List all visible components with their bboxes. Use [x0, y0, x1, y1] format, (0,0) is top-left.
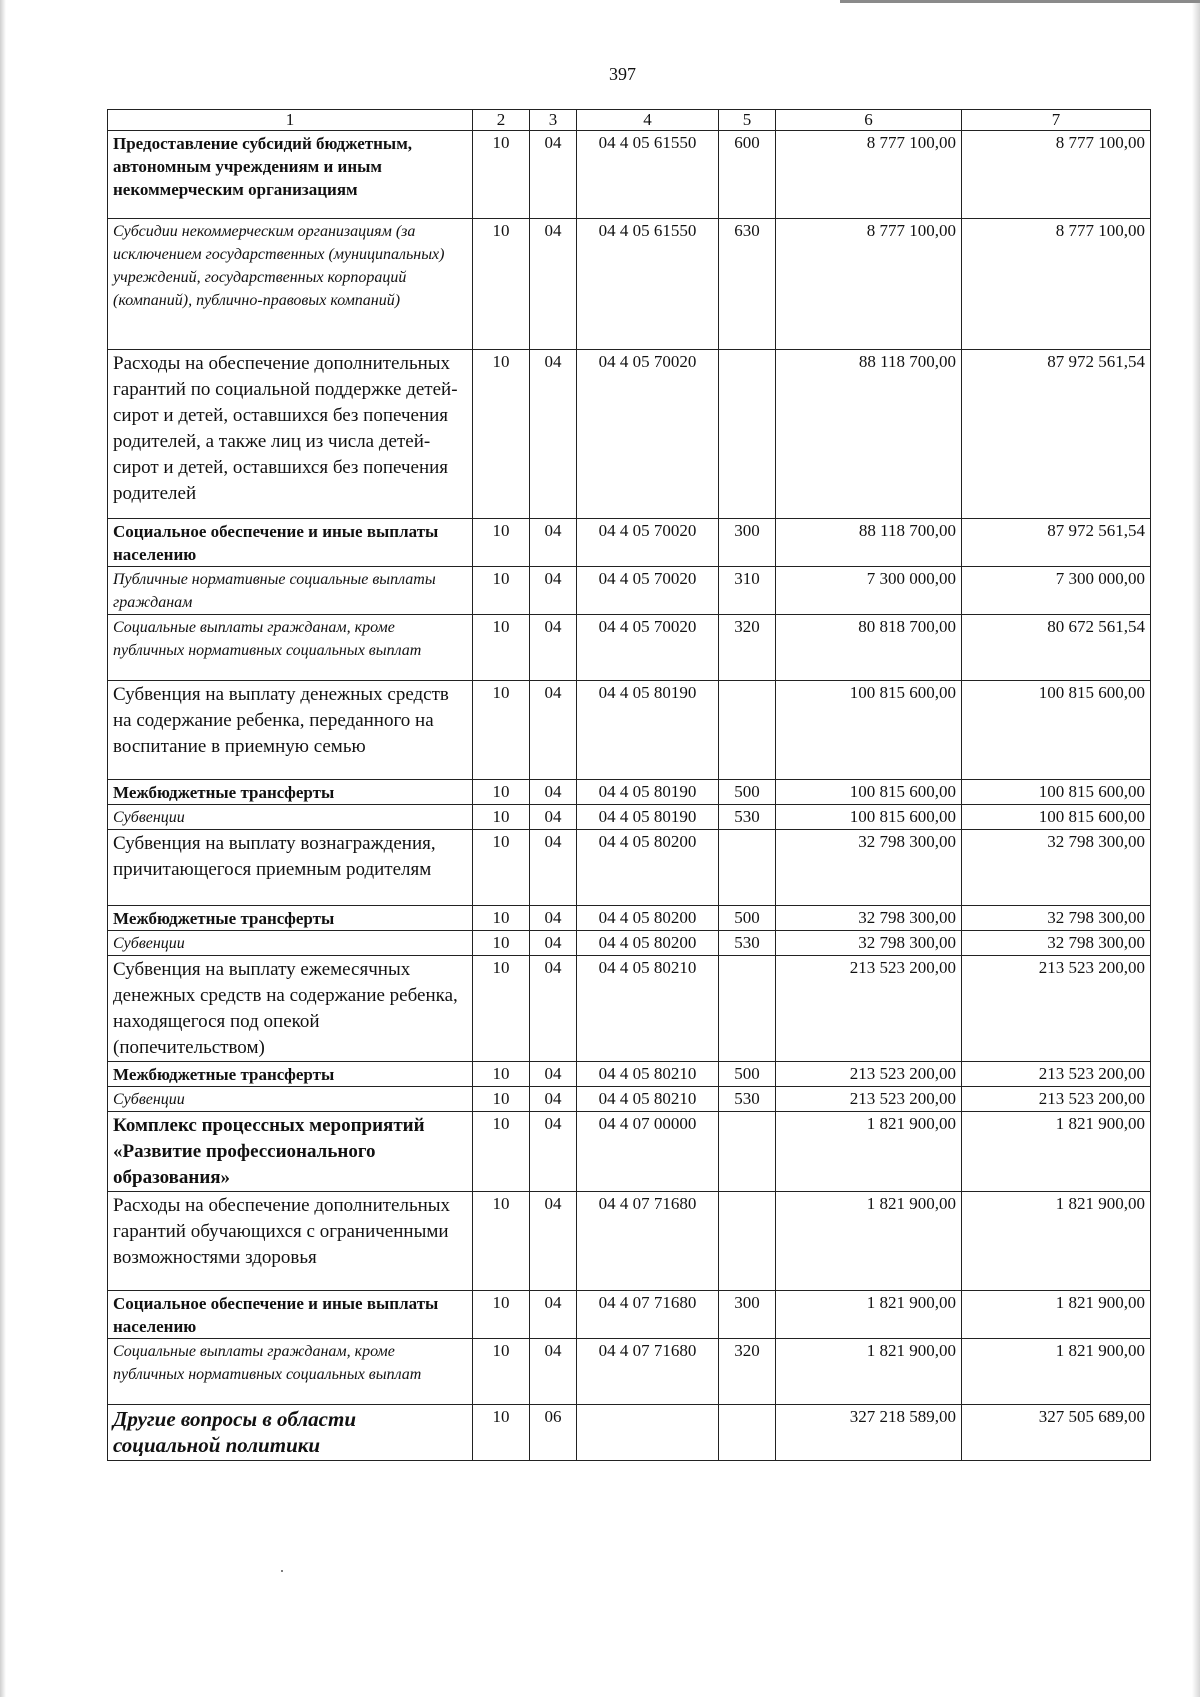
subsection-code-cell: 04 [530, 1192, 577, 1291]
table-row [108, 906, 1151, 931]
target-article-cell: 04 4 07 71680 [577, 1291, 719, 1339]
subsection-code-cell: 06 [530, 1405, 577, 1461]
target-article-cell: 04 4 07 71680 [577, 1339, 719, 1405]
budget-table [107, 109, 1151, 1461]
row-name-cell: Расходы на обеспечение дополнительных гарантий по социальной поддержке детей-сирот и детей, оставшихся без попечения родителей, а также лиц из числа детей-сирот и детей, оставшихся без попечения родителей [108, 350, 473, 519]
target-article-cell [577, 1405, 719, 1461]
section-code-cell: 10 [473, 1112, 530, 1192]
target-article-cell: 04 4 05 80200 [577, 906, 719, 931]
subsection-code-cell: 04 [530, 830, 577, 906]
row-name-cell: Субвенции [108, 931, 473, 956]
subsection-code-cell: 04 [530, 1062, 577, 1087]
section-code-cell: 10 [473, 1192, 530, 1291]
planned-amount-cell: 32 798 300,00 [776, 830, 962, 906]
planned-amount-cell: 88 118 700,00 [776, 350, 962, 519]
column-header: 6 [776, 110, 962, 131]
row-name-cell: Субсидии некоммерческим организациям (за исключением государственных (муниципальных) учреждений, государственных корпораций (компаний), публично-правовых компаний) [108, 219, 473, 350]
target-article-cell: 04 4 05 61550 [577, 131, 719, 219]
executed-amount-cell: 8 777 100,00 [962, 219, 1151, 350]
section-code-cell: 10 [473, 906, 530, 931]
section-code-cell: 10 [473, 931, 530, 956]
expense-type-cell: 310 [719, 567, 776, 615]
expense-type-cell [719, 1112, 776, 1192]
row-name-cell: Межбюджетные трансферты [108, 780, 473, 805]
executed-amount-cell: 100 815 600,00 [962, 780, 1151, 805]
expense-type-cell [719, 350, 776, 519]
executed-amount-cell: 32 798 300,00 [962, 931, 1151, 956]
planned-amount-cell: 213 523 200,00 [776, 956, 962, 1062]
executed-amount-cell: 7 300 000,00 [962, 567, 1151, 615]
target-article-cell: 04 4 05 80210 [577, 1087, 719, 1112]
row-name-cell: Межбюджетные трансферты [108, 1062, 473, 1087]
section-code-cell: 10 [473, 350, 530, 519]
row-name-cell: Субвенции [108, 1087, 473, 1112]
expense-type-cell [719, 830, 776, 906]
expense-type-cell: 300 [719, 1291, 776, 1339]
table-body [108, 131, 1151, 1461]
row-name-cell: Социальные выплаты гражданам, кроме публичных нормативных социальных выплат [108, 615, 473, 681]
row-name-cell: Межбюджетные трансферты [108, 906, 473, 931]
executed-amount-cell: 87 972 561,54 [962, 519, 1151, 567]
subsection-code-cell: 04 [530, 931, 577, 956]
table-row [108, 830, 1151, 906]
planned-amount-cell: 327 218 589,00 [776, 1405, 962, 1461]
planned-amount-cell: 1 821 900,00 [776, 1192, 962, 1291]
section-code-cell: 10 [473, 830, 530, 906]
row-name-cell: Расходы на обеспечение дополнительных гарантий обучающихся с ограниченными возможностями здоровья [108, 1192, 473, 1291]
table-row [108, 956, 1151, 1062]
row-name-cell: Другие вопросы в области социальной политики [108, 1405, 473, 1461]
target-article-cell: 04 4 05 70020 [577, 350, 719, 519]
table-row [108, 567, 1151, 615]
section-code-cell: 10 [473, 131, 530, 219]
table-row [108, 780, 1151, 805]
row-name-cell: Субвенция на выплату денежных средств на содержание ребенка, переданного на воспитание в приемную семью [108, 681, 473, 780]
subsection-code-cell: 04 [530, 956, 577, 1062]
executed-amount-cell: 100 815 600,00 [962, 681, 1151, 780]
section-code-cell: 10 [473, 805, 530, 830]
subsection-code-cell: 04 [530, 615, 577, 681]
table-row [108, 1291, 1151, 1339]
executed-amount-cell: 327 505 689,00 [962, 1405, 1151, 1461]
expense-type-cell [719, 956, 776, 1062]
table-row [108, 805, 1151, 830]
planned-amount-cell: 88 118 700,00 [776, 519, 962, 567]
section-code-cell: 10 [473, 681, 530, 780]
expense-type-cell: 320 [719, 615, 776, 681]
expense-type-cell: 530 [719, 805, 776, 830]
expense-type-cell: 500 [719, 780, 776, 805]
subsection-code-cell: 04 [530, 906, 577, 931]
column-header: 5 [719, 110, 776, 131]
subsection-code-cell: 04 [530, 1291, 577, 1339]
table-row [108, 519, 1151, 567]
row-name-cell: Социальные выплаты гражданам, кроме публичных нормативных социальных выплат [108, 1339, 473, 1405]
scan-edge-left [0, 0, 6, 1697]
target-article-cell: 04 4 05 80210 [577, 1062, 719, 1087]
target-article-cell: 04 4 05 61550 [577, 219, 719, 350]
planned-amount-cell: 8 777 100,00 [776, 131, 962, 219]
planned-amount-cell: 8 777 100,00 [776, 219, 962, 350]
subsection-code-cell: 04 [530, 805, 577, 830]
planned-amount-cell: 213 523 200,00 [776, 1087, 962, 1112]
planned-amount-cell: 213 523 200,00 [776, 1062, 962, 1087]
target-article-cell: 04 4 05 80200 [577, 830, 719, 906]
executed-amount-cell: 1 821 900,00 [962, 1112, 1151, 1192]
table-row [108, 1192, 1151, 1291]
executed-amount-cell: 32 798 300,00 [962, 906, 1151, 931]
subsection-code-cell: 04 [530, 1087, 577, 1112]
executed-amount-cell: 213 523 200,00 [962, 1062, 1151, 1087]
expense-type-cell [719, 1405, 776, 1461]
expense-type-cell: 500 [719, 1062, 776, 1087]
executed-amount-cell: 213 523 200,00 [962, 956, 1151, 1062]
target-article-cell: 04 4 05 80190 [577, 780, 719, 805]
planned-amount-cell: 1 821 900,00 [776, 1339, 962, 1405]
table-row [108, 1087, 1151, 1112]
target-article-cell: 04 4 05 80200 [577, 931, 719, 956]
executed-amount-cell: 213 523 200,00 [962, 1087, 1151, 1112]
executed-amount-cell: 1 821 900,00 [962, 1192, 1151, 1291]
subsection-code-cell: 04 [530, 1339, 577, 1405]
target-article-cell: 04 4 05 80190 [577, 681, 719, 780]
section-code-cell: 10 [473, 219, 530, 350]
target-article-cell: 04 4 05 80190 [577, 805, 719, 830]
planned-amount-cell: 100 815 600,00 [776, 780, 962, 805]
expense-type-cell: 530 [719, 931, 776, 956]
section-code-cell: 10 [473, 1087, 530, 1112]
table-row [108, 1112, 1151, 1192]
expense-type-cell: 600 [719, 131, 776, 219]
executed-amount-cell: 1 821 900,00 [962, 1291, 1151, 1339]
subsection-code-cell: 04 [530, 131, 577, 219]
table-row [108, 219, 1151, 350]
section-code-cell: 10 [473, 780, 530, 805]
row-name-cell: Субвенции [108, 805, 473, 830]
subsection-code-cell: 04 [530, 519, 577, 567]
expense-type-cell [719, 1192, 776, 1291]
row-name-cell: Субвенция на выплату ежемесячных денежных средств на содержание ребенка, находящегося под опекой (попечительством) [108, 956, 473, 1062]
column-header: 4 [577, 110, 719, 131]
table-row [108, 1405, 1151, 1461]
scan-edge-right [1192, 0, 1200, 1697]
executed-amount-cell: 32 798 300,00 [962, 830, 1151, 906]
target-article-cell: 04 4 05 70020 [577, 519, 719, 567]
table-row [108, 350, 1151, 519]
section-code-cell: 10 [473, 1062, 530, 1087]
planned-amount-cell: 1 821 900,00 [776, 1291, 962, 1339]
scan-speck [281, 1570, 283, 1572]
executed-amount-cell: 100 815 600,00 [962, 805, 1151, 830]
planned-amount-cell: 100 815 600,00 [776, 681, 962, 780]
target-article-cell: 04 4 05 80210 [577, 956, 719, 1062]
section-code-cell: 10 [473, 1339, 530, 1405]
executed-amount-cell: 1 821 900,00 [962, 1339, 1151, 1405]
expense-type-cell: 300 [719, 519, 776, 567]
target-article-cell: 04 4 05 70020 [577, 615, 719, 681]
row-name-cell: Публичные нормативные социальные выплаты гражданам [108, 567, 473, 615]
expense-type-cell: 530 [719, 1087, 776, 1112]
executed-amount-cell: 8 777 100,00 [962, 131, 1151, 219]
subsection-code-cell: 04 [530, 567, 577, 615]
table-row [108, 1339, 1151, 1405]
planned-amount-cell: 7 300 000,00 [776, 567, 962, 615]
subsection-code-cell: 04 [530, 1112, 577, 1192]
table-row [108, 681, 1151, 780]
expense-type-cell: 500 [719, 906, 776, 931]
row-name-cell: Субвенция на выплату вознаграждения, причитающегося приемным родителям [108, 830, 473, 906]
column-header: 3 [530, 110, 577, 131]
planned-amount-cell: 32 798 300,00 [776, 906, 962, 931]
target-article-cell: 04 4 07 71680 [577, 1192, 719, 1291]
planned-amount-cell: 32 798 300,00 [776, 931, 962, 956]
subsection-code-cell: 04 [530, 681, 577, 780]
target-article-cell: 04 4 05 70020 [577, 567, 719, 615]
column-header: 7 [962, 110, 1151, 131]
table-row [108, 1062, 1151, 1087]
row-name-cell: Предоставление субсидий бюджетным, автономным учреждениям и иным некоммерческим организациям [108, 131, 473, 219]
section-code-cell: 10 [473, 1405, 530, 1461]
expense-type-cell: 630 [719, 219, 776, 350]
page-number: 397 [609, 64, 636, 84]
planned-amount-cell: 1 821 900,00 [776, 1112, 962, 1192]
scan-edge-top [840, 0, 1200, 3]
target-article-cell: 04 4 07 00000 [577, 1112, 719, 1192]
section-code-cell: 10 [473, 567, 530, 615]
expense-type-cell [719, 681, 776, 780]
subsection-code-cell: 04 [530, 350, 577, 519]
row-name-cell: Социальное обеспечение и иные выплаты населению [108, 519, 473, 567]
table-row [108, 131, 1151, 219]
table-row [108, 615, 1151, 681]
planned-amount-cell: 80 818 700,00 [776, 615, 962, 681]
row-name-cell: Социальное обеспечение и иные выплаты населению [108, 1291, 473, 1339]
column-header: 1 [108, 110, 473, 131]
header-row [108, 110, 1151, 131]
planned-amount-cell: 100 815 600,00 [776, 805, 962, 830]
section-code-cell: 10 [473, 519, 530, 567]
section-code-cell: 10 [473, 615, 530, 681]
executed-amount-cell: 87 972 561,54 [962, 350, 1151, 519]
section-code-cell: 10 [473, 1291, 530, 1339]
subsection-code-cell: 04 [530, 219, 577, 350]
subsection-code-cell: 04 [530, 780, 577, 805]
column-header: 2 [473, 110, 530, 131]
row-name-cell: Комплекс процессных мероприятий «Развитие профессионального образования» [108, 1112, 473, 1192]
executed-amount-cell: 80 672 561,54 [962, 615, 1151, 681]
expense-type-cell: 320 [719, 1339, 776, 1405]
table-row [108, 931, 1151, 956]
section-code-cell: 10 [473, 956, 530, 1062]
